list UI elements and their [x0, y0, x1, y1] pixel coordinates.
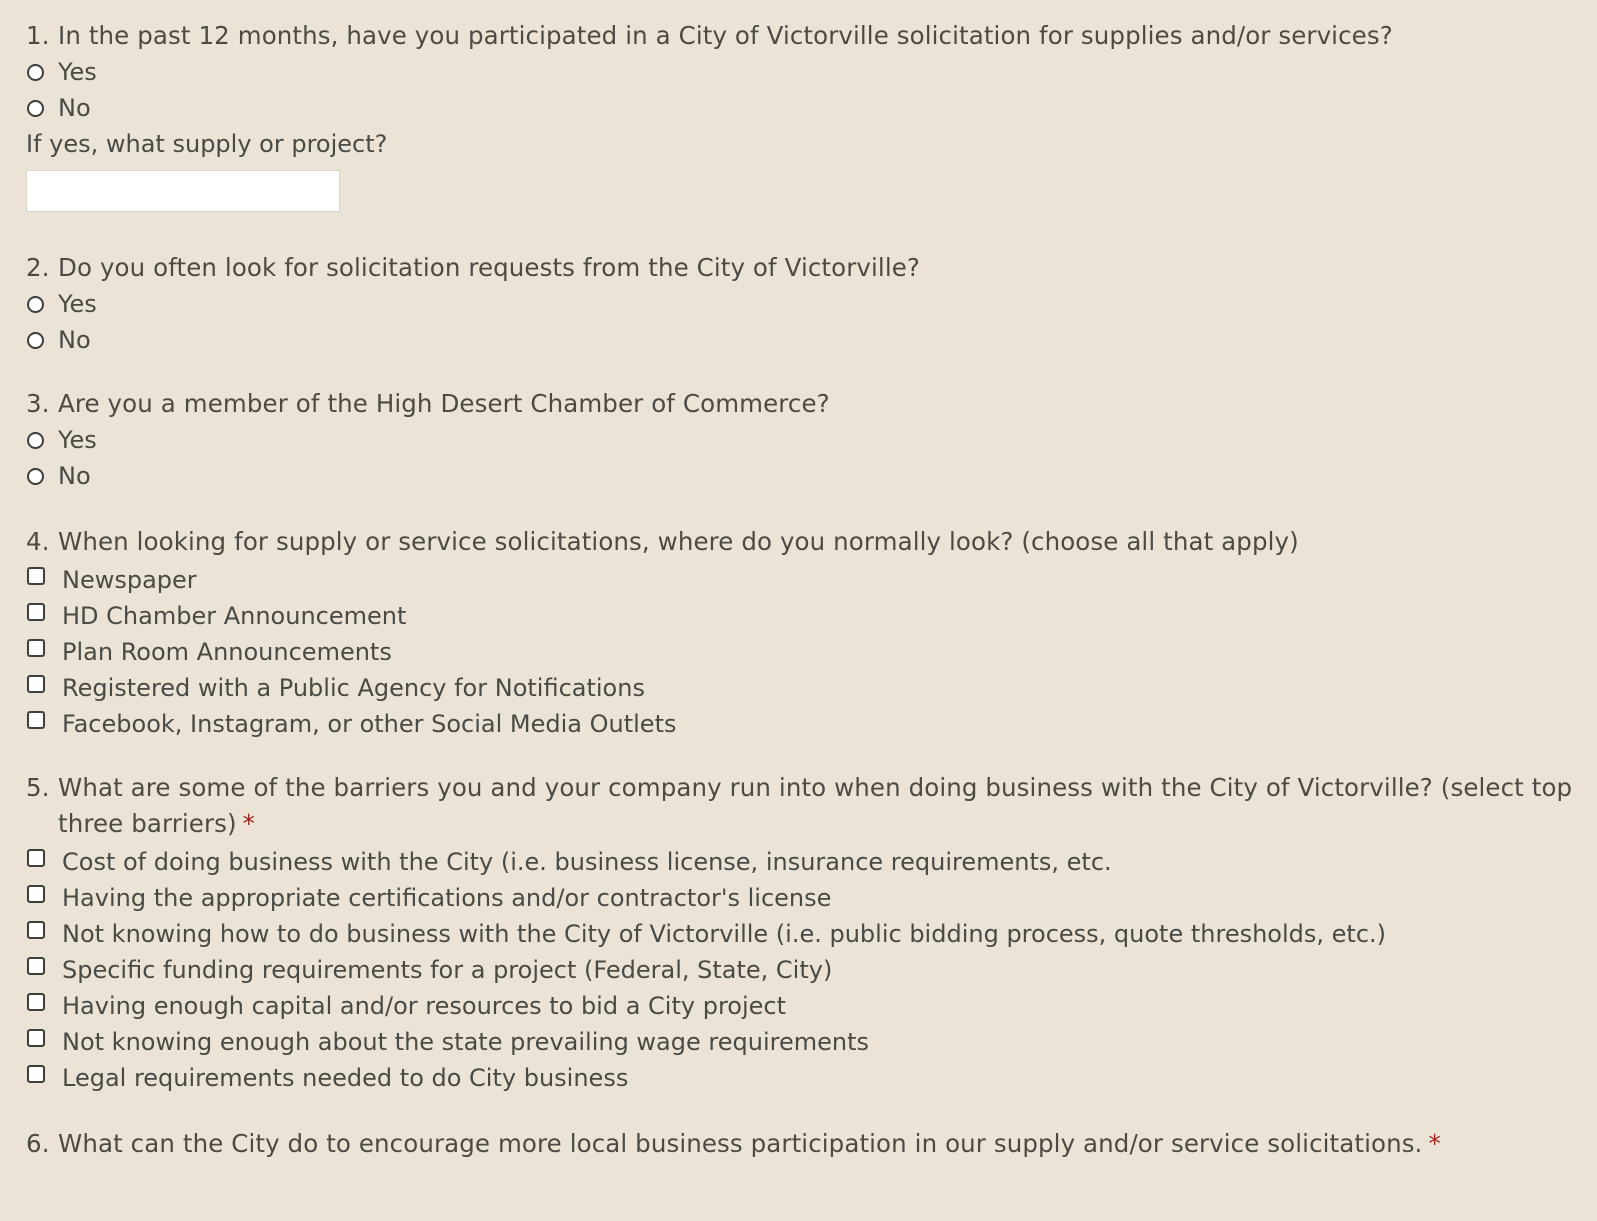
question-4-title	[26, 524, 1586, 560]
q4-option-newspaper[interactable]	[26, 562, 1586, 598]
option-label: Cost of doing business with the City (i.e. business license, insurance requirements, etc.	[62, 848, 1112, 876]
checkbox[interactable]	[27, 711, 45, 729]
question-1-title	[26, 18, 1586, 54]
q4-option-social-media[interactable]	[26, 706, 1586, 742]
option-label: Yes	[58, 290, 97, 318]
checkbox[interactable]	[27, 921, 45, 939]
option-label: Yes	[58, 426, 97, 454]
checkbox[interactable]	[27, 957, 45, 975]
option-label: Yes	[58, 58, 97, 86]
question-4	[26, 524, 1586, 742]
question-text: Do you often look for solicitation requests from the City of Victorville?	[58, 253, 920, 282]
checkbox[interactable]	[27, 885, 45, 903]
q2-option-yes[interactable]	[26, 286, 1586, 322]
option-label: Having enough capital and/or resources to bid a City project	[62, 992, 787, 1020]
option-label: Facebook, Instagram, or other Social Media Outlets	[62, 710, 677, 738]
required-marker: *	[1428, 1129, 1441, 1158]
q3-option-no[interactable]	[26, 458, 1586, 494]
checkbox[interactable]	[27, 567, 45, 585]
question-3-title	[26, 386, 1586, 422]
question-text: In the past 12 months, have you participated in a City of Victorville solicitation for supplies and/or services?	[58, 21, 1393, 50]
option-label: Not knowing how to do business with the City of Victorville (i.e. public bidding process, quote thresholds, etc.)	[62, 920, 1387, 948]
q2-option-no[interactable]	[26, 322, 1586, 358]
question-text: Are you a member of the High Desert Chamber of Commerce?	[58, 389, 830, 418]
question-text	[58, 770, 1586, 842]
question-text-content: What are some of the barriers you and your company run into when doing business with the City of Victorville? (select top three barriers)	[58, 773, 1573, 838]
checkbox[interactable]	[27, 1065, 45, 1083]
question-text	[58, 1126, 1586, 1162]
question-number: 3.	[26, 389, 50, 418]
option-label: Having the appropriate certifications and/or contractor's license	[62, 884, 832, 912]
question-number: 6.	[26, 1129, 50, 1158]
option-label: Registered with a Public Agency for Notifications	[62, 674, 645, 702]
checkbox[interactable]	[27, 675, 45, 693]
question-number: 4.	[26, 527, 50, 556]
radio-button[interactable]	[27, 468, 44, 485]
question-5	[26, 770, 1586, 1096]
checkbox[interactable]	[27, 849, 45, 867]
radio-button[interactable]	[27, 432, 44, 449]
question-6	[26, 1126, 1586, 1162]
option-label: No	[58, 462, 91, 490]
radio-button[interactable]	[27, 296, 44, 313]
question-number: 2.	[26, 253, 50, 282]
q1-option-yes[interactable]	[26, 54, 1586, 90]
option-label: Not knowing enough about the state prevailing wage requirements	[62, 1028, 869, 1056]
question-1	[26, 18, 1586, 212]
option-label: No	[58, 94, 91, 122]
q5-option-not-knowing-process[interactable]	[26, 916, 1586, 952]
question-5-title	[26, 770, 1586, 842]
q4-option-plan-room[interactable]	[26, 634, 1586, 670]
question-6-title	[26, 1126, 1586, 1162]
option-label: Newspaper	[62, 566, 197, 594]
question-3	[26, 386, 1586, 494]
q5-option-legal[interactable]	[26, 1060, 1586, 1096]
checkbox[interactable]	[27, 639, 45, 657]
q5-option-funding[interactable]	[26, 952, 1586, 988]
question-2-title	[26, 250, 1586, 286]
question-2	[26, 250, 1586, 358]
option-label: No	[58, 326, 91, 354]
q3-option-yes[interactable]	[26, 422, 1586, 458]
q1-option-no[interactable]	[26, 90, 1586, 126]
q5-option-capital[interactable]	[26, 988, 1586, 1024]
radio-button[interactable]	[27, 332, 44, 349]
question-number: 5.	[26, 773, 50, 802]
survey-form	[26, 18, 1586, 1190]
q4-option-public-agency[interactable]	[26, 670, 1586, 706]
checkbox[interactable]	[27, 603, 45, 621]
radio-button[interactable]	[27, 64, 44, 81]
option-label: Plan Room Announcements	[62, 638, 392, 666]
q5-option-prevailing-wage[interactable]	[26, 1024, 1586, 1060]
question-text: When looking for supply or service solicitations, where do you normally look? (choose all that apply)	[58, 527, 1299, 556]
option-label: Legal requirements needed to do City business	[62, 1064, 629, 1092]
checkbox[interactable]	[27, 1029, 45, 1047]
option-label: Specific funding requirements for a project (Federal, State, City)	[62, 956, 833, 984]
checkbox[interactable]	[27, 993, 45, 1011]
q4-option-hd-chamber[interactable]	[26, 598, 1586, 634]
q1-followup-input[interactable]	[26, 170, 340, 212]
question-number: 1.	[26, 21, 50, 50]
radio-button[interactable]	[27, 100, 44, 117]
option-label: HD Chamber Announcement	[62, 602, 407, 630]
q5-option-certifications[interactable]	[26, 880, 1586, 916]
question-text-content: What can the City do to encourage more local business participation in our supply and/or service solicitations.	[58, 1129, 1423, 1158]
q5-option-cost[interactable]	[26, 844, 1586, 880]
required-marker: *	[242, 809, 256, 838]
q1-followup-label: If yes, what supply or project?	[26, 130, 388, 158]
